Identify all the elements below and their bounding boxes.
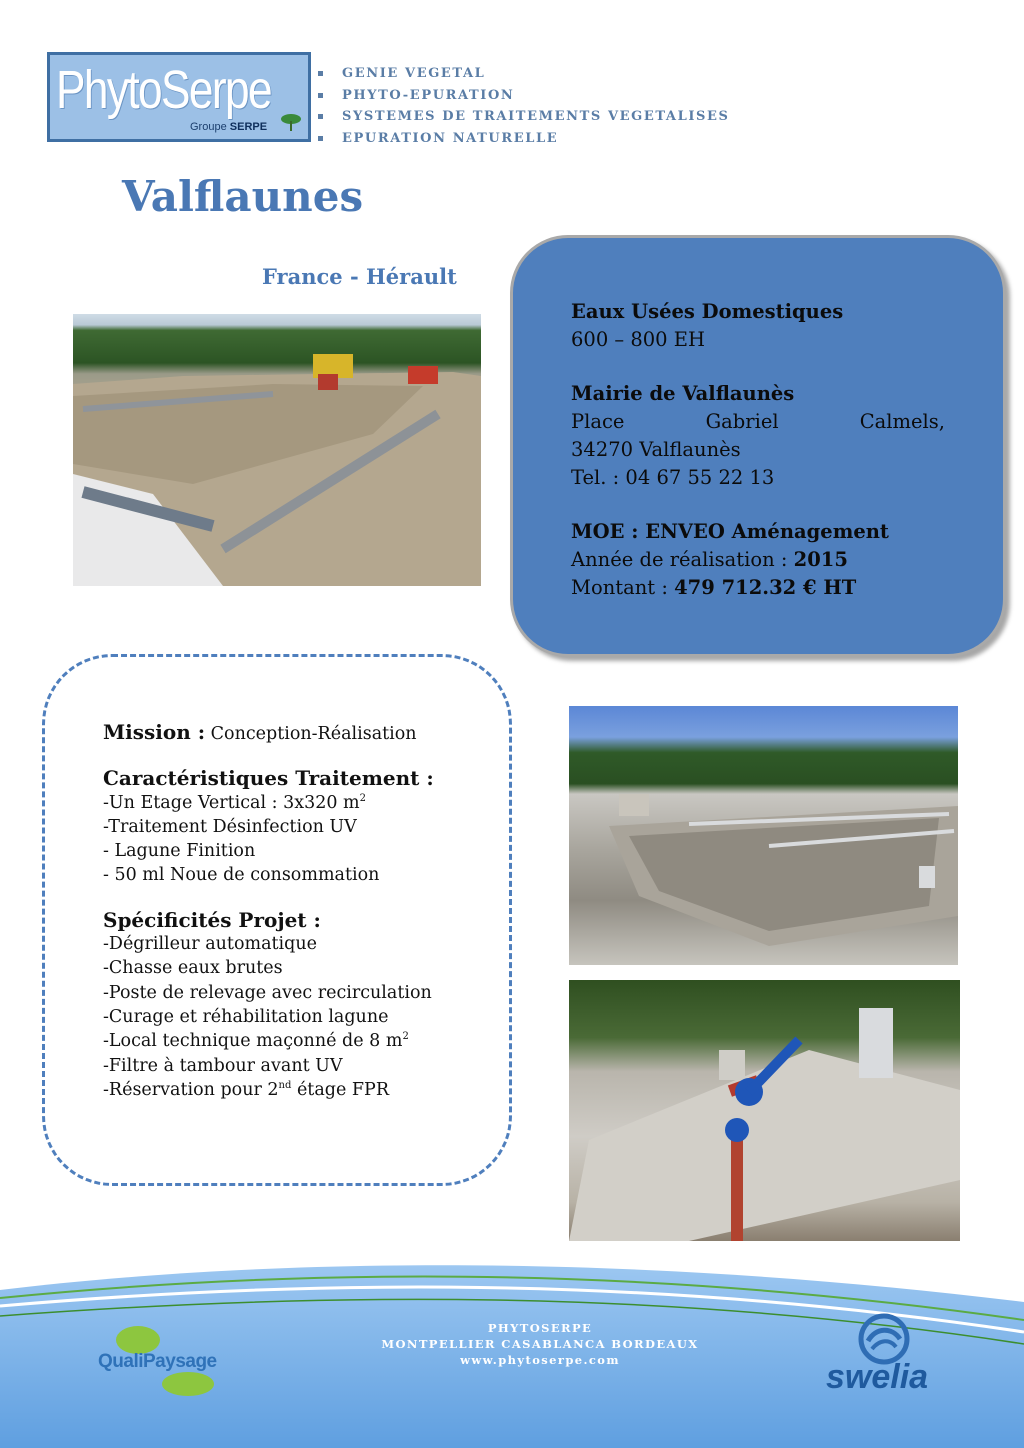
project-item: -Filtre à tambour avant UV bbox=[103, 1055, 343, 1076]
project-item: -Chasse eaux brutes bbox=[103, 958, 283, 979]
treatment-item: - 50 ml Noue de consommation bbox=[103, 865, 380, 886]
bullet-icon bbox=[318, 71, 323, 76]
footer-website[interactable]: www.phytoserpe.com bbox=[460, 1353, 620, 1367]
qualipaysage-wordmark: QualiPaysage bbox=[98, 1351, 217, 1372]
treatment-item: - Lagune Finition bbox=[103, 841, 256, 862]
mission-label: Mission : bbox=[103, 720, 206, 744]
project-info-card bbox=[510, 235, 1006, 657]
tagline-item: EPURATION NATURELLE bbox=[318, 128, 730, 150]
client-name: Mairie de Valflaunès bbox=[571, 382, 795, 405]
bullet-icon bbox=[318, 136, 323, 141]
filter-bed-illustration bbox=[569, 706, 958, 965]
project-item: -Local technique maçonné de 8 $m^2$ bbox=[103, 1031, 409, 1052]
treatment-item: -Traitement Désinfection UV bbox=[103, 816, 357, 837]
project-title: Spécificités Projet : bbox=[103, 907, 321, 932]
footer-company: PHYTOSERPE bbox=[487, 1321, 593, 1335]
amount-value: 479 712.32 € HT bbox=[674, 576, 857, 599]
tagline-item: SYSTEMES DE TRAITEMENTS VEGETALISES bbox=[318, 106, 730, 128]
page-title: Valflaunes bbox=[122, 172, 364, 221]
pump-station-illustration bbox=[569, 980, 960, 1241]
construction-site-illustration bbox=[73, 314, 481, 586]
mission-row bbox=[103, 720, 503, 746]
amount-row: Montant : 479 712.32 € HT bbox=[571, 576, 857, 599]
wastewater-type: Eaux Usées Domestiques bbox=[571, 300, 844, 323]
project-item: -Curage et réhabilitation lagune bbox=[103, 1006, 389, 1027]
swelia-wordmark: swelia bbox=[826, 1358, 929, 1396]
footer-cities: MONTPELLIER CASABLANCA BORDEAUX bbox=[381, 1337, 699, 1351]
project-item: -Réservation pour 2nd étage FPR bbox=[103, 1079, 389, 1100]
moe-label: MOE : ENVEO Aménagement bbox=[571, 520, 889, 543]
location-label: France - Hérault bbox=[262, 264, 457, 289]
year-value: 2015 bbox=[793, 548, 848, 571]
year-row: Année de réalisation : 2015 bbox=[571, 548, 848, 571]
filter-bed-photo bbox=[569, 706, 958, 965]
construction-site-photo bbox=[73, 314, 481, 586]
address-line-1: Place Gabriel Calmels, bbox=[571, 410, 945, 433]
treatment-item: -Un Etage Vertical : 3x320 $m^2$ bbox=[103, 792, 367, 813]
tree-icon bbox=[280, 111, 302, 133]
project-item: -Poste de relevage avec recirculation bbox=[103, 982, 432, 1003]
capacity-value: 600 – 800 EH bbox=[571, 328, 706, 351]
treatment-title: Caractéristiques Traitement : bbox=[103, 766, 434, 791]
logo-wordmark: PhytoSerpe bbox=[56, 60, 271, 120]
mission-content bbox=[103, 720, 503, 1102]
tagline-list bbox=[318, 63, 730, 149]
bullet-icon bbox=[318, 93, 323, 98]
pump-station-photo bbox=[569, 980, 960, 1241]
phytoserpe-logo bbox=[47, 52, 311, 142]
phone-number: Tel. : 04 67 55 22 13 bbox=[571, 466, 775, 489]
mission-value: Conception-Réalisation bbox=[205, 724, 417, 744]
project-item: -Dégrilleur automatique bbox=[103, 934, 317, 955]
tagline-item: PHYTO-EPURATION bbox=[318, 85, 730, 107]
logo-group-label: Groupe SERPE bbox=[190, 121, 268, 133]
bullet-icon bbox=[318, 114, 323, 119]
tagline-item: GENIE VEGETAL bbox=[318, 63, 730, 85]
address-line-2: 34270 Valflaunès bbox=[571, 438, 741, 461]
